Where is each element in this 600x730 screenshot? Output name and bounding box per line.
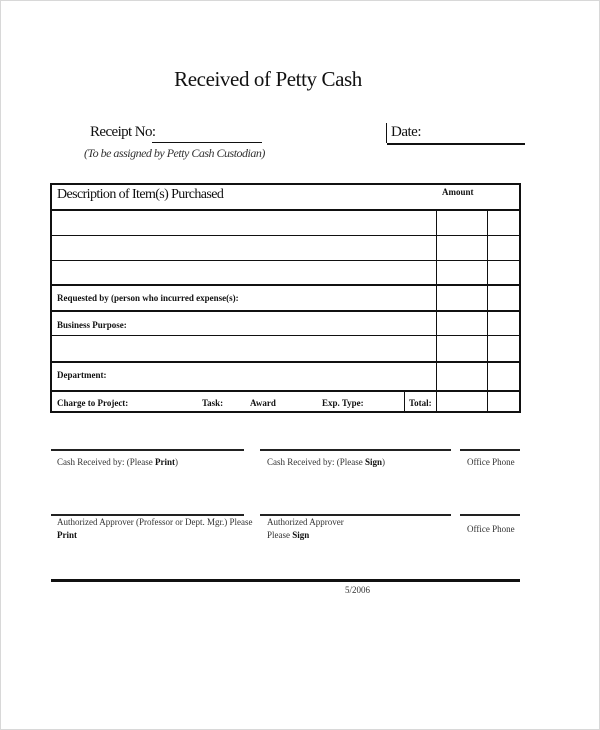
date-field-divider: [386, 123, 387, 143]
charge-to-project-label: Charge to Project:: [57, 398, 129, 408]
department-label: Department:: [57, 370, 107, 380]
office-phone-line-2[interactable]: [460, 514, 520, 516]
total-label: Total:: [409, 398, 432, 408]
office-phone-line-1[interactable]: [460, 449, 520, 451]
requested-by-label: Requested by (person who incurred expense(s):: [57, 293, 239, 303]
total-cell-divider: [404, 392, 405, 411]
business-purpose-label: Business Purpose:: [57, 320, 127, 330]
date-field[interactable]: [387, 143, 525, 145]
approver-print-label: Authorized Approver (Professor or Dept. Mgr.) Please Print: [57, 517, 253, 540]
form-title: Received of Petty Cash: [174, 67, 362, 91]
row-rule: [52, 335, 519, 336]
item-row-2[interactable]: [52, 236, 436, 259]
row-rule: [52, 284, 519, 286]
award-label: Award: [250, 398, 276, 408]
amount-header: Amount: [442, 187, 474, 197]
amount-column-divider: [436, 209, 437, 392]
office-phone-label-1: Office Phone: [467, 457, 515, 467]
purchase-table: [50, 183, 521, 413]
receipt-assignment-note: (To be assigned by Petty Cash Custodian): [84, 146, 265, 160]
date-label: Date:: [391, 124, 421, 140]
approver-sign-label: Authorized Approver Please Sign: [267, 517, 344, 540]
item-row-3[interactable]: [52, 261, 436, 283]
row-rule: [52, 361, 519, 363]
form-version: 5/2006: [345, 585, 371, 595]
description-header: Description of Item(s) Purchased: [57, 187, 224, 202]
receipt-number-field[interactable]: [152, 142, 262, 143]
exp-type-label: Exp. Type:: [322, 398, 364, 408]
receipt-number-label: Receipt No:: [90, 124, 156, 140]
cash-received-sign-label: Cash Received by: (Please Sign): [267, 457, 385, 467]
cash-received-print-line[interactable]: [51, 449, 244, 451]
item-row-1[interactable]: [52, 211, 436, 234]
footer-rule: [51, 579, 520, 582]
total-value-divider: [436, 392, 437, 411]
cash-received-print-label: Cash Received by: (Please Print): [57, 457, 178, 467]
row-rule: [52, 310, 519, 312]
row-rule: [52, 390, 519, 392]
cash-received-sign-line[interactable]: [260, 449, 451, 451]
office-phone-label-2: Office Phone: [467, 524, 515, 534]
task-label: Task:: [202, 398, 224, 408]
